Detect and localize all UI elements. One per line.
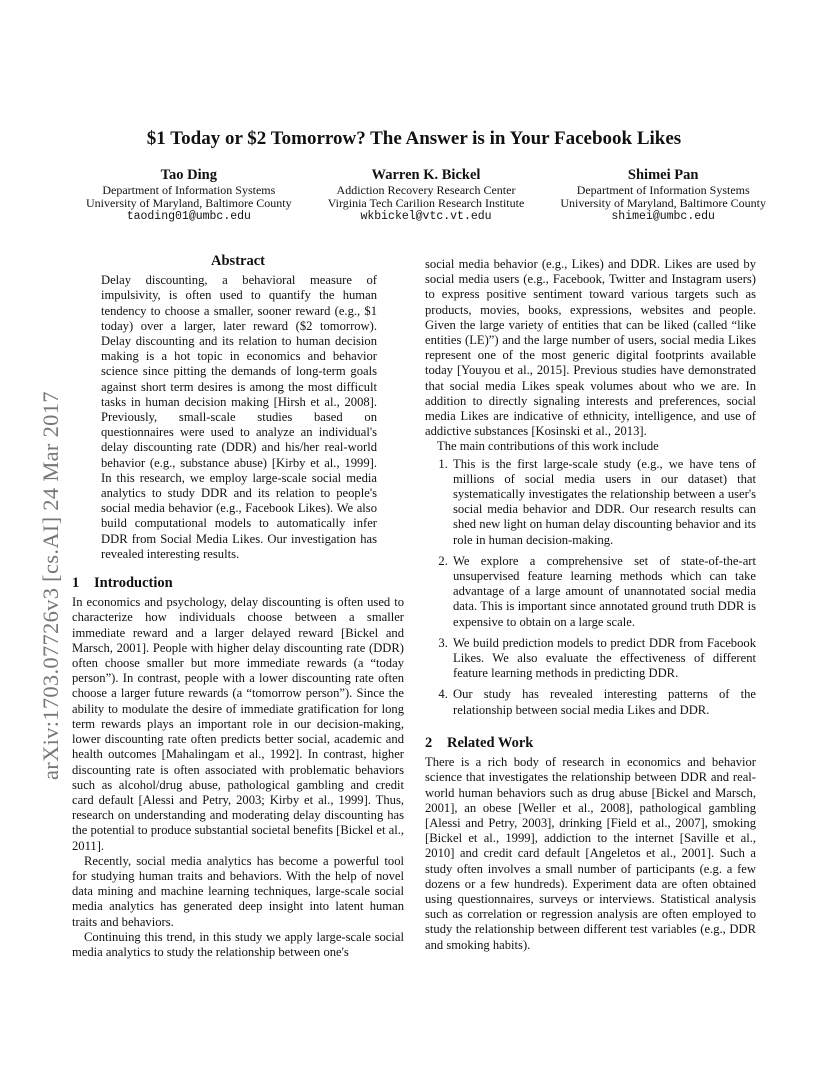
intro-paragraph-3: Continuing this trend, in this study we apply large-scale social media analytics to study the relationship between one's	[72, 929, 404, 959]
list-item: 1. This is the first large-scale study (e.g., we have tens of millions of social media users in our dataset) that systematically investigates the relationship between a user's social media behavior and DDR. Our research results can shed new light on human delay discounting behavior and its role in human decision-making.	[451, 457, 756, 548]
author-name: Warren K. Bickel	[371, 167, 481, 183]
author-org: University of Maryland, Baltimore County	[560, 196, 766, 210]
intro-paragraph-4: social media behavior (e.g., Likes) and DDR. Likes are used by social media users (e.g., Facebook, Twitter and Instagram users) to express positive sentiment toward various targets such as products, movies, books, expressions, websites and people. Given the large variety of entities that can be liked (called “like entities (LE)”) and the large number of users, social media Likes represent one of the most generic digital footprints available today [Youyou et al., 2015]. Previous studies have demonstrated that social media Likes speak volumes about who we are. In addition to directly signaling interests and preferences, social media Likes are indicative of ethnicity, intelligence, and use of addictive substances [Kosinski et al., 2013].	[425, 257, 756, 439]
section-heading-related-work	[425, 736, 756, 751]
paper-title: $1 Today or $2 Tomorrow? The Answer is in Your Facebook Likes	[146, 128, 682, 149]
author-name: Tao Ding	[160, 167, 217, 183]
author-email: shimei@umbc.edu	[611, 210, 715, 223]
author-1	[86, 166, 292, 223]
arxiv-identifier: arXiv:1703.07726v3 [cs.AI] 24 Mar 2017	[38, 391, 63, 780]
abstract-text: Delay discounting, a behavioral measure of impulsivity, is often used to quantify the human tendency to choose a smaller, sooner reward (e.g., $1 today) over a larger, later reward ($2 tomorrow). Delay discounting and its relation to human decision making is a hot topic in economics and behavior science since pitting the demands of long-term goals against short term desires is among the most difficult tasks in human decision making [Hirsh et al., 2008]. Previously, small-scale studies based on questionnaires were used to analyze an individual's delay discounting rate (DDR) and his/her real-world behavior (e.g., substance abuse) [Kirby et al., 1999]. In this research, we employ large-scale social media analytics to study DDR and its relation to people's social media behavior (e.g., Facebook Likes). We also build computational models to automatically infer DDR from Social Media Likes. Our investigation has revealed interesting results.	[101, 273, 377, 561]
author-dept: Addiction Recovery Research Center	[336, 183, 516, 197]
list-item: 2. We explore a comprehensive set of state-of-the-art unsupervised feature learning methods which can take advantage of a large amount of unannotated social media data. This is important since annotated ground truth DDR is expensive to obtain on a large scale.	[451, 554, 756, 630]
author-dept: Department of Information Systems	[576, 183, 750, 197]
right-column	[425, 257, 756, 953]
author-name: Shimei Pan	[627, 167, 699, 183]
author-email: taoding01@umbc.edu	[126, 210, 251, 223]
arxiv-sidebar	[18, 0, 63, 1072]
list-item: 3. We build prediction models to predict DDR from Facebook Likes. We also evaluate the effectiveness of different feature learning methods in predicting DDR.	[451, 636, 756, 682]
author-block	[86, 166, 766, 223]
list-item: 4. Our study has revealed interesting patterns of the relationship between social media Likes and DDR.	[451, 687, 756, 717]
author-org: University of Maryland, Baltimore County	[86, 196, 292, 210]
author-org: Virginia Tech Carilion Research Institute	[327, 196, 525, 210]
author-email: wkbickel@vtc.vt.edu	[360, 210, 492, 223]
author-dept: Department of Information Systems	[102, 183, 276, 197]
abstract-heading: Abstract	[211, 253, 265, 269]
section-title: Introduction	[94, 575, 173, 592]
intro-paragraph-2: Recently, social media analytics has become a powerful tool for studying human traits and behaviors. With the help of novel data mining and machine learning techniques, large-scale social media analytics has generated deep insight into latent human traits and behaviors.	[72, 853, 404, 929]
contributions-intro: The main contributions of this work include	[437, 439, 659, 454]
contributions-list	[425, 457, 756, 718]
section-number: 1	[72, 575, 80, 592]
intro-paragraph-1: In economics and psychology, delay discounting is often used to characterize how individuals choose between a smaller immediate reward and a larger delayed reward [Bickel and Marsch, 2001]. People with higher delay discounting rate (DDR) often choose smaller but more immediate rewards (a “today person”). In contrast, people with a lower discounting rate often choose a larger future rewards (a “tomorrow person”). Since the ability to modulate the desire of immediate gratification for long term rewards plays an important role in our decision-making, lower discounting rate often predicts better social, academic and health outcomes [Mahalingam et al., 1992]. In contrast, higher discounting rate is often associated with problematic behaviors such as alcohol/drug abuse, pathological gambling and credit card default [Alessi and Petry, 2003; Kirby et al., 1999]. Thus, research on understanding and moderating delay discounting has the potential to produce substantial societal benefits [Bickel et al., 2011].	[72, 595, 404, 853]
related-paragraph-1: There is a rich body of research in economics and behavior science that investigates the relationship between DDR and real-world human behaviors such as drug abuse [Bickel and Marsch, 2001], an obese [Weller et al., 2008], pathological gambling [Alessi and Petry, 2003], drinking [Field et al., 2007], smoking [Bickel et al., 1999], addiction to the internet [Saville et al., 2010] and credit card default [Angeletos et al., 2001]. Such a study often involves a small number of participants (e.g. a few dozens or a few hundreds). Experiment data are often obtained using questionnaires, surveys or interviews. Statistical analysis such as correlation or regression analysis are often employed to study the relationship between different test variables (e.g., DDR and smoking habits).	[425, 755, 756, 952]
section-number: 2	[425, 734, 433, 751]
left-column	[72, 252, 404, 960]
author-2	[328, 166, 525, 223]
author-3	[560, 166, 766, 223]
section-heading-introduction	[72, 576, 404, 591]
section-title: Related Work	[447, 734, 534, 751]
